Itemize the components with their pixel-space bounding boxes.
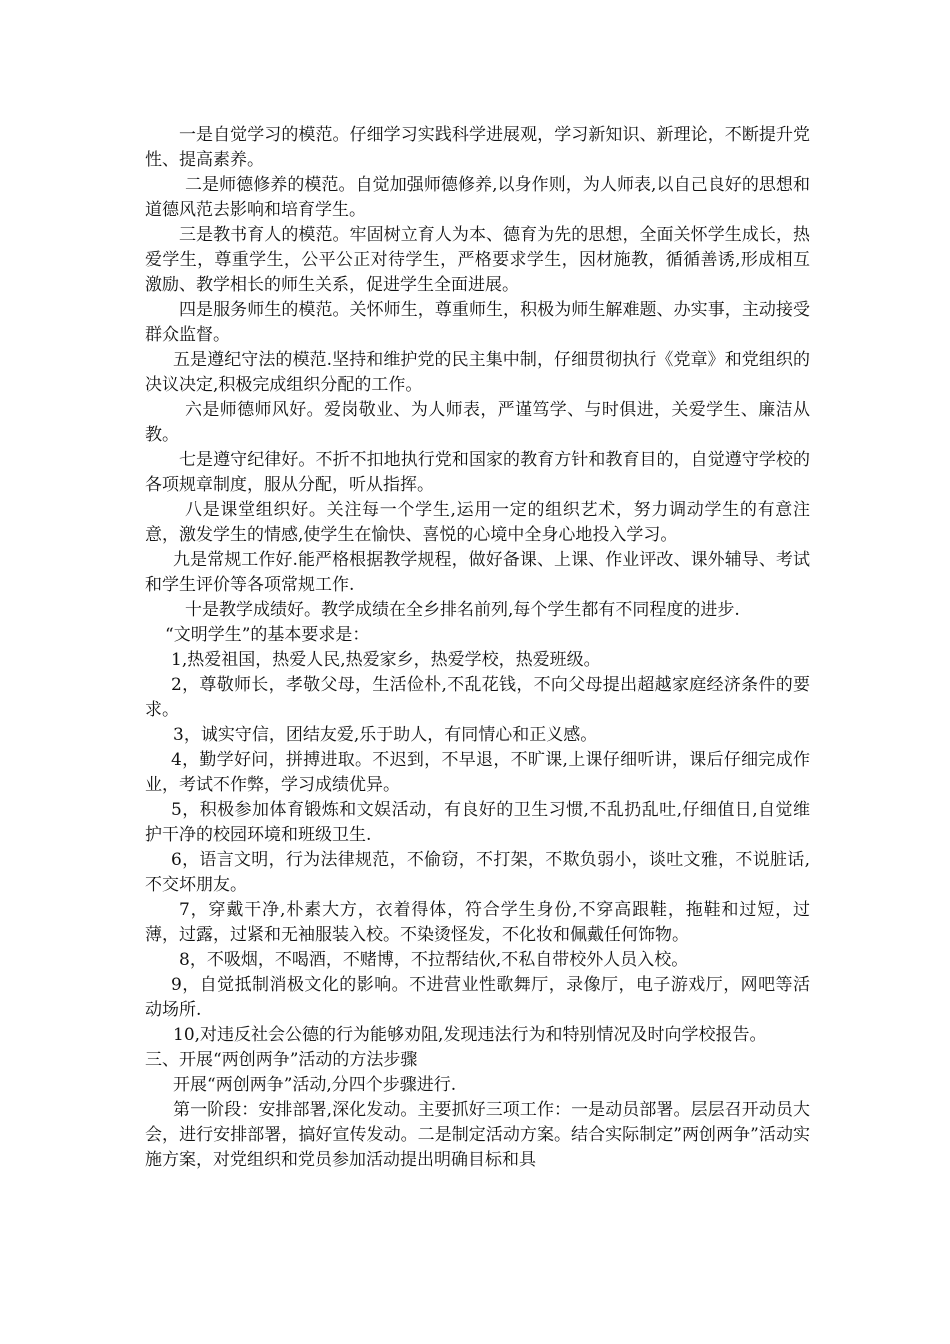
paragraph-3: 三是教书育人的模范。牢固树立育人为本、德育为先的思想，全面关怀学生成长，热爱学生，尊重学生，公平公正对待学生，严格要求学生，因材施教，循循善诱,形成相互激励、教学相长的师生关系，促进学生全面进展。 [145,225,810,295]
requirement-10: 10,对违反社会公德的行为能够劝阻,发现违法行为和特别情况及时向学校报告。 [173,1025,767,1045]
paragraph-10: 十是教学成绩好。教学成绩在全乡排名前列,每个学生都有不同程度的进步. [185,600,740,620]
paragraph-9: 九是常规工作好.能严格根据教学规程，做好备课、上课、作业评改、课外辅导、考试和学生评价等各项常规工作. [145,550,810,595]
paragraph-2: 二是师德修养的模范。自觉加强师德修养,以身作则，为人师表,以自己良好的思想和道德风范去影响和培育学生。 [145,175,810,220]
paragraph-8: 八是课堂组织好。关注每一个学生,运用一定的组织艺术，努力调动学生的有意注意，激发学生的情感,使学生在愉快、喜悦的心境中全身心地投入学习。 [145,500,810,545]
requirement-5: 5，积极参加体育锻炼和文娱活动，有良好的卫生习惯,不乱扔乱吐,仔细值日,自觉维护干净的校园环境和班级卫生. [145,800,810,845]
paragraph-5: 五是遵纪守法的模范.坚持和维护党的民主集中制，仔细贯彻执行《党章》和党组织的决议决定,积极完成组织分配的工作。 [145,350,810,395]
paragraph-4: 四是服务师生的模范。关怀师生，尊重师生，积极为师生解难题、办实事，主动接受群众监督。 [145,300,810,345]
paragraph-stage-one: 第一阶段：安排部署,深化发动。主要抓好三项工作：一是动员部署。层层召开动员大会，进行安排部署，搞好宣传发动。二是制定活动方案。结合实际制定”两创两争”活动实施方案，对党组织和党员参加活动提出明确目标和具 [145,1100,810,1170]
requirement-6: 6，语言文明，行为法律规范，不偷窃，不打架，不欺负弱小，谈吐文雅，不说脏话,不交坏朋友。 [145,850,810,895]
document-body [145,123,810,1173]
requirement-8: 8，不吸烟，不喝酒，不赌博，不拉帮结伙,不私自带校外人员入校。 [179,950,689,970]
requirement-2: 2，尊敬师长，孝敬父母，生活俭朴,不乱花钱，不向父母提出超越家庭经济条件的要求。 [145,675,810,720]
paragraph-1: 一是自觉学习的模范。仔细学习实践科学进展观，学习新知识、新理论，不断提升党性、提高素养。 [145,125,810,170]
requirement-1: 1,热爱祖国，热爱人民,热爱家乡，热爱学校，热爱班级。 [171,650,601,670]
paragraph-steps-intro: 开展“两创两争”活动,分四个步骤进行. [173,1075,457,1095]
requirement-9: 9，自觉抵制消极文化的影响。不进营业性歌舞厅，录像厅，电子游戏厅，网吧等活动场所. [145,975,810,1020]
paragraph-civilized-student-heading: “文明学生”的基本要求是： [165,625,370,645]
section-three-heading: 三、开展“两创两争”活动的方法步骤 [145,1050,418,1070]
requirement-3: 3，诚实守信，团结友爱,乐于助人，有同情心和正义感。 [173,725,598,745]
paragraph-6: 六是师德师风好。爱岗敬业、为人师表，严谨笃学、与时俱进，关爱学生、廉洁从教。 [145,400,810,445]
requirement-7: 7，穿戴干净,朴素大方，衣着得体，符合学生身份,不穿高跟鞋，拖鞋和过短，过薄，过露，过紧和无袖服装入校。不染烫怪发，不化妆和佩戴任何饰物。 [145,900,810,945]
requirement-4: 4，勤学好问，拼搏进取。不迟到，不早退，不旷课,上课仔细听讲，课后仔细完成作业，考试不作弊，学习成绩优异。 [145,750,810,795]
paragraph-7: 七是遵守纪律好。不折不扣地执行党和国家的教育方针和教育目的，自觉遵守学校的各项规章制度，服从分配，听从指挥。 [145,450,810,495]
